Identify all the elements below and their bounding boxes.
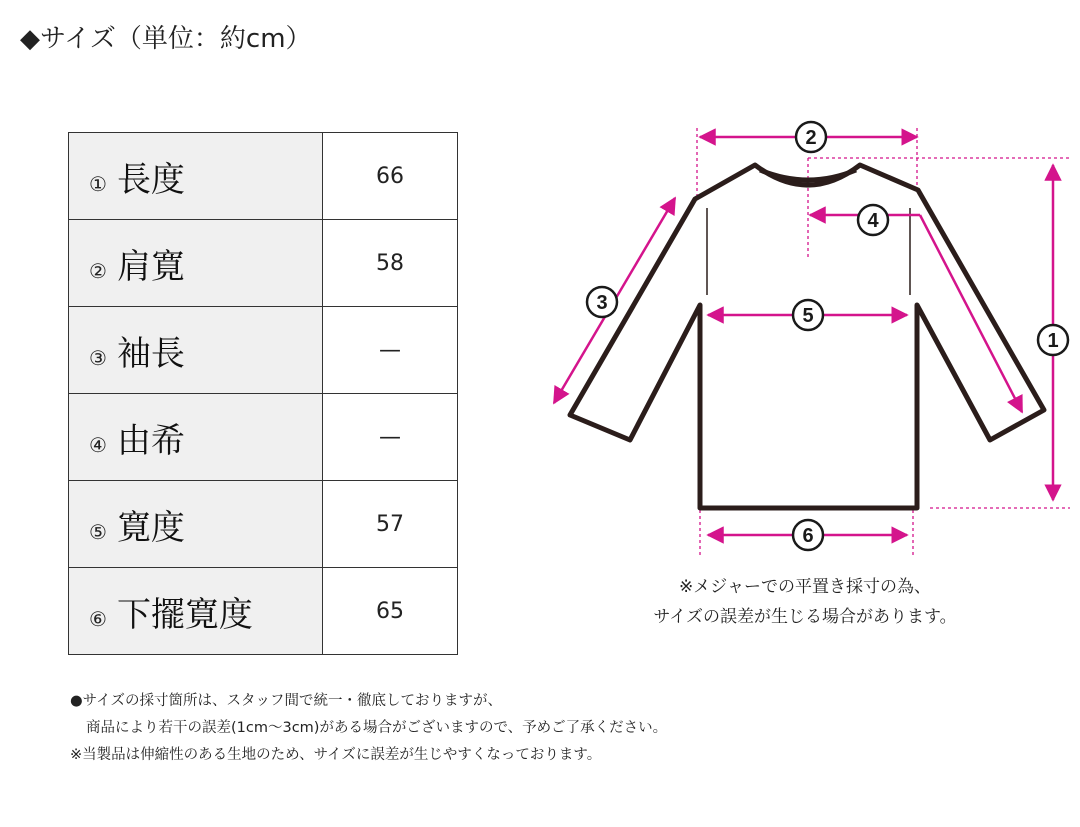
measurement-note-line: サイズの誤差が生じる場合があります。 xyxy=(653,607,957,627)
row-number: ⑥ xyxy=(89,606,107,631)
row-label: 肩寛 xyxy=(116,246,185,287)
row-value: 58 xyxy=(323,220,458,307)
arrow-yuki-sleeve xyxy=(920,215,1022,412)
row-label-cell xyxy=(69,307,323,394)
row-label: 由希 xyxy=(116,420,185,461)
row-label-cell xyxy=(69,133,323,220)
row-value: 65 xyxy=(323,568,458,655)
guide-lines xyxy=(697,128,1070,555)
row-value: 57 xyxy=(323,481,458,568)
size-table xyxy=(68,132,458,655)
row-label-cell xyxy=(69,220,323,307)
svg-text:1: 1 xyxy=(1047,330,1059,352)
svg-text:2: 2 xyxy=(805,127,817,149)
svg-text:3: 3 xyxy=(596,292,608,314)
row-label: 寛度 xyxy=(116,507,185,548)
footer-note-line: ※当製品は伸縮性のある生地のため、サイズに誤差が生じやすくなっております。 xyxy=(70,747,602,763)
row-number: ④ xyxy=(89,432,107,457)
svg-text:4: 4 xyxy=(867,210,879,232)
svg-text:5: 5 xyxy=(802,305,814,327)
row-label: 下擺寛度 xyxy=(116,594,253,635)
svg-text:6: 6 xyxy=(802,525,814,547)
measurement-note xyxy=(600,572,1010,632)
row-label-cell xyxy=(69,568,323,655)
marker-4 xyxy=(858,205,888,235)
row-label: 袖長 xyxy=(116,333,185,374)
footer-note-line: ●サイズの採寸箇所は、スタッフ間で統一・徹底しておりますが、 xyxy=(70,693,502,709)
row-value: — xyxy=(323,394,458,481)
row-label: 長度 xyxy=(116,159,185,200)
marker-6 xyxy=(793,520,823,550)
measure-arrows xyxy=(554,137,1053,535)
row-value: 66 xyxy=(323,133,458,220)
row-label-cell xyxy=(69,394,323,481)
garment-diagram xyxy=(540,110,1080,570)
row-number: ② xyxy=(89,258,107,283)
row-number: ⑤ xyxy=(89,519,107,544)
footer-notes xyxy=(70,688,970,769)
marker-3 xyxy=(587,287,617,317)
measurement-note-line: ※メジャーでの平置き採寸の為、 xyxy=(679,577,931,597)
sweater-outline xyxy=(570,165,1044,508)
table-row xyxy=(69,394,458,481)
table-row xyxy=(69,568,458,655)
marker-2 xyxy=(796,122,826,152)
row-label-cell xyxy=(69,481,323,568)
body-outline xyxy=(570,165,1044,508)
page-title: ◆サイズ（単位：約cm） xyxy=(20,24,312,54)
marker-5 xyxy=(793,300,823,330)
table-row xyxy=(69,307,458,394)
footer-note-line: 商品により若干の誤差(1cm～3cm)がある場合がございますので、予めご了承ください。 xyxy=(86,720,668,736)
marker-1 xyxy=(1038,325,1068,355)
row-number: ① xyxy=(89,171,107,196)
row-value: — xyxy=(323,307,458,394)
table-row xyxy=(69,481,458,568)
table-row xyxy=(69,133,458,220)
row-number: ③ xyxy=(89,345,107,370)
table-row xyxy=(69,220,458,307)
